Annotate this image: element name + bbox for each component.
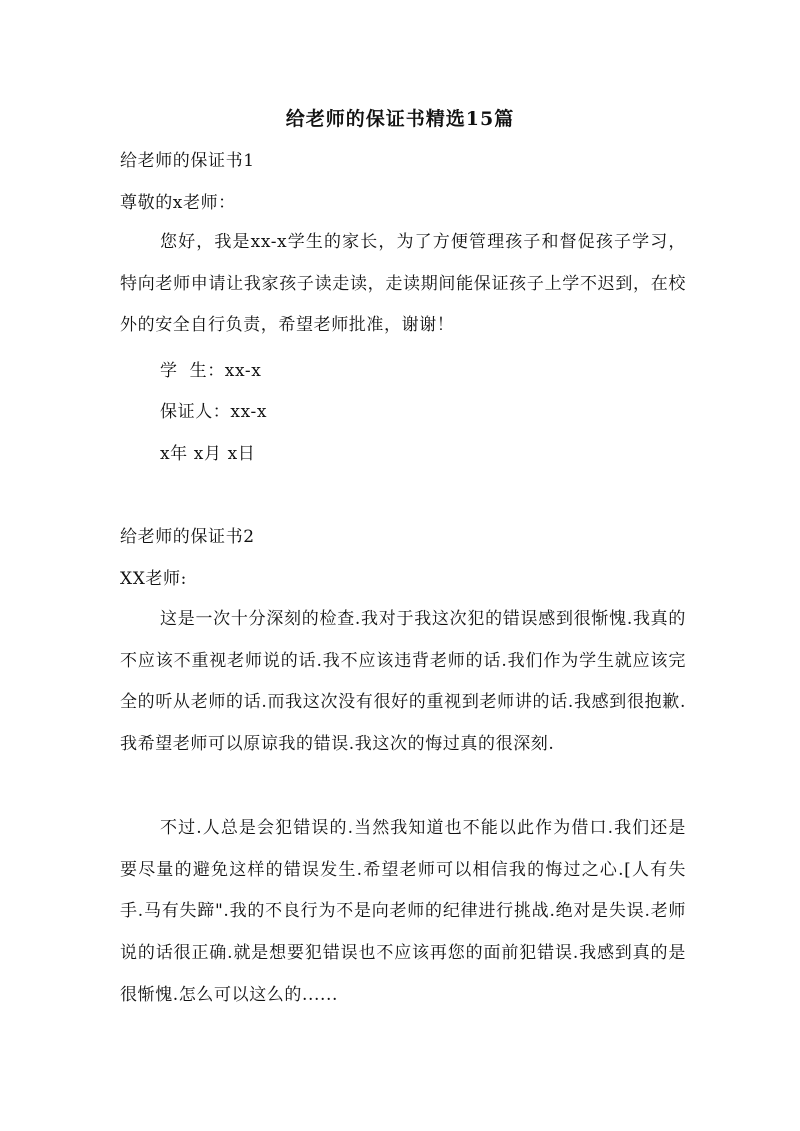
section1-heading: 给老师的保证书1 (120, 151, 255, 171)
section1-body: 您好，我是xx-x学生的家长，为了方便管理孩子和督促孩子学习，特向老师申请让我家孩子读走读，走读期间能保证孩子上学不迟到，在校外的安全自行负责，希望老师批准，谢谢！ (120, 232, 686, 336)
guarantor-line: 保证人：xx-x (160, 402, 268, 422)
section2-heading: 给老师的保证书2 (120, 527, 255, 547)
section2-paragraph-2: 不过.人总是会犯错误的.当然我知道也不能以此作为借口.我们还是要尽量的避免这样的错误发生.希望老师可以相信我的悔过之心.[人有失手.马有失蹄".我的不良行为不是向老师的纪律进行挑战.绝对是失误.老师说的话很正确.就是想要犯错误也不应该再您的面前犯错误.我感到真的是很惭愧.怎么可以这么的...... (120, 818, 686, 1005)
section1-salutation: 尊敬的x老师： (120, 193, 236, 213)
date-line: x年 x月 x日 (160, 444, 256, 464)
student-line: 学 生：xx-x (160, 361, 262, 381)
section2-salutation: XX老师: (120, 569, 187, 589)
section2-paragraph-1: 这是一次十分深刻的检查.我对于我这次犯的错误感到很惭愧.我真的不应该不重视老师说的话.我不应该违背老师的话.我们作为学生就应该完全的听从老师的话.而我这次没有很好的重视到老师讲的话.我感到很抱歉.我希望老师可以原谅我的错误.我这次的悔过真的很深刻. (120, 609, 686, 755)
document-title: 给老师的保证书精选15篇 (285, 108, 515, 130)
